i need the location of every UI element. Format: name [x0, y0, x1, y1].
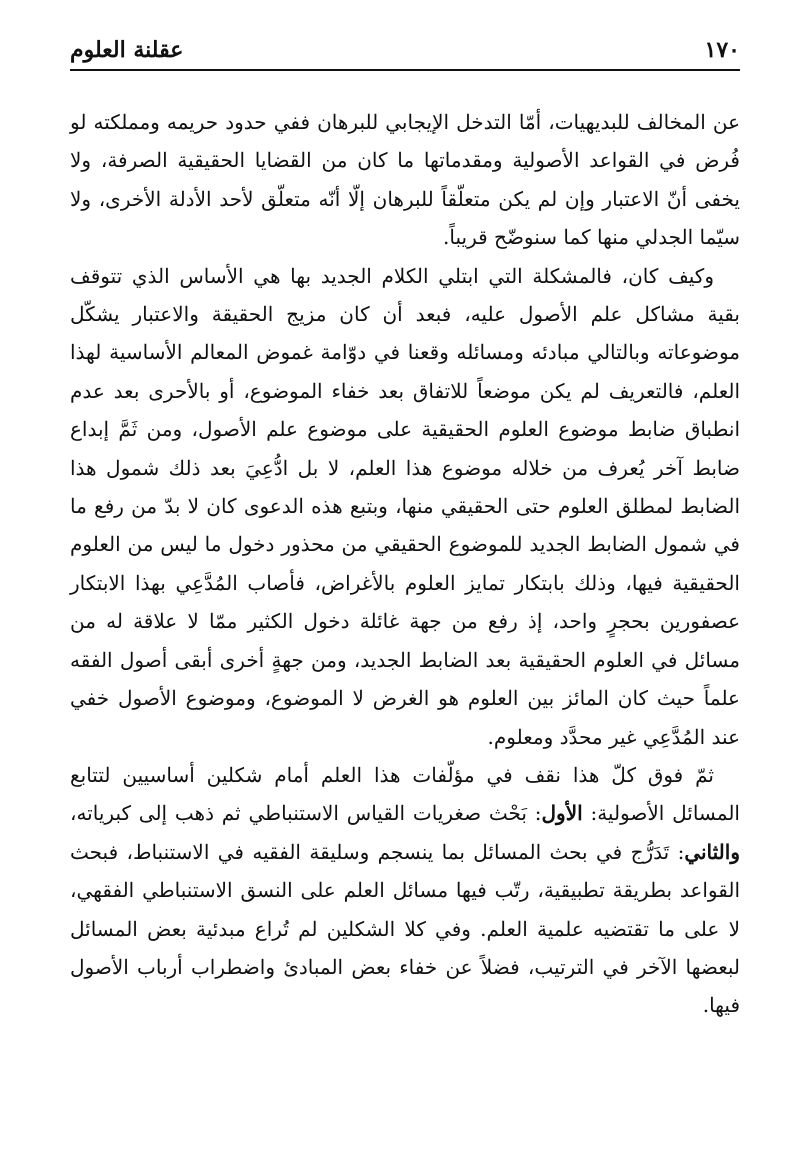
running-header — [70, 30, 740, 64]
second-form-text: : تَدَرُّج في بحث المسائل بما ينسجم وسليقة الفقيه في الاستنباط، فبحث القواعد بطريقة تطبيقية، رتّب فيها مسائل العلم على النسق الاستنباطي الفقهي، لا على ما تقتضيه علمية العلم. وفي كلا الشكلين لم تُراع مبدئية بعض المسائل لبعضها الآخر في الترتيب، فضلاً عن خفاء بعض المبادئ واضطراب أرباب الأصول فيها. — [70, 839, 740, 1018]
running-title: عقلنة العلوم — [70, 37, 184, 63]
body-text — [70, 103, 740, 1025]
paragraph-1: عن المخالف للبديهيات، أمّا التدخل الإيجابي للبرهان ففي حدود حريمه ومملكته لو فُرض في القواعد الأصولية ومقدماتها ما كان من القضايا الحقيقية الصرفة، ولا يخفى أنّ الاعتبار وإن لم يكن متعلّقاً للبرهان إلّا أنّه متعلّق لأحد الأدلة الأخرى، ولا سيّما الجدلي منها كما سنوضّح قريباً. — [70, 110, 740, 250]
paragraph-2: وكيف كان، فالمشكلة التي ابتلي الكلام الجديد بها هي الأساس الذي تتوقف بقية مشاكل علم الأصول عليه، فبعد أن كان مزيج الحقيقة والاعتبار يشكّل موضوعاته وبالتالي مبادئه ومسائله وقعنا في دوّامة غموض المعالم الأساسية لهذا العلم، فالتعريف لم يكن موضعاً للاتفاق بعد خفاء الموضوع، أو بالأحرى بعد عدم انطباق ضابط موضوع العلوم الحقيقية على موضوع علم الأصول، ومن ثَمَّ إبداع ضابط آخر يُعرف من خلاله موضوع هذا العلم، لا بل ادُّعِيَ بعد ذلك شمول هذا الضابط لمطلق العلوم حتى الحقيقي منها، وبتبع هذه الدعوى كان لا بدّ من رفع ما في شمول الضابط الجديد للموضوع الحقيقي من محذور دخول ما ليس من العلوم الحقيقية فيها، وذلك بابتكار تمايز العلوم بالأغراض، فأصاب المُدَّعِي بهذا الابتكار عصفورين بحجرٍ واحد، إذ رفع من جهة غائلة دخول الكثير ممّا لا علاقة له من مسائل في العلوم الحقيقية بعد الضابط الجديد، ومن جهةٍ أخرى أبقى أصول الفقه علماً حيث كان المائز بين العلوم هو الغرض لا الموضوع، وموضوع الأصول خفي عند المُدَّعِي غير محدَّد ومعلوم. — [70, 263, 740, 749]
header-rule — [70, 69, 740, 71]
document-page — [70, 0, 740, 1165]
first-form-text: : بَحْث صغريات القياس الاستنباطي ثم ذهب إلى كبرياته، — [70, 801, 542, 826]
paragraph-3-intro: ثمّ فوق كلّ هذا نقف في مؤلّفات هذا العلم أمام شكلين أساسيين لتتابع المسائل الأصولية: — [70, 762, 740, 826]
second-form-label: والثاني — [684, 839, 740, 864]
paragraph-3 — [70, 756, 740, 1025]
first-form-label: الأول — [541, 801, 583, 826]
page-number: ١٧٠ — [704, 37, 740, 63]
